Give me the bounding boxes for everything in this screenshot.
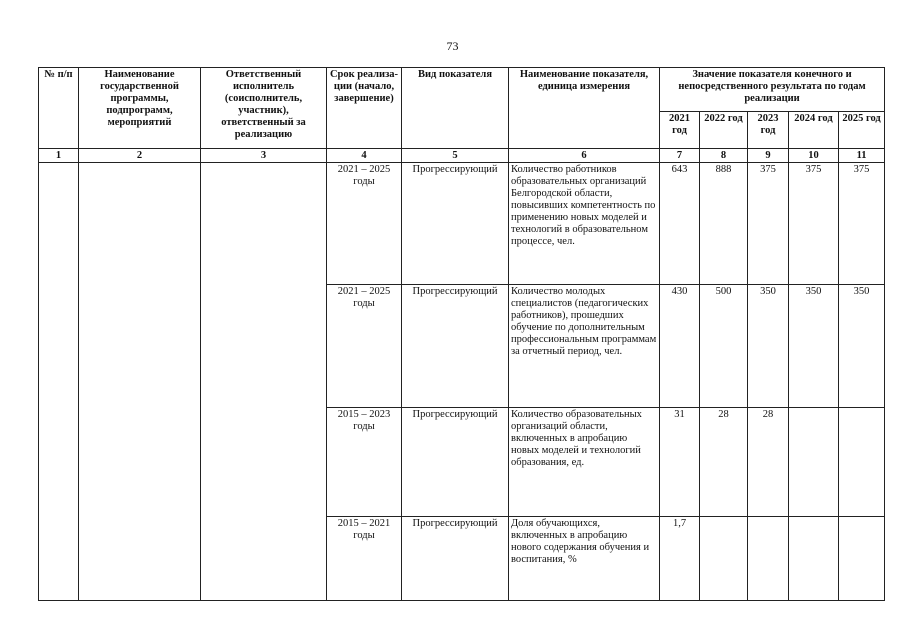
column-number: 5 xyxy=(402,149,509,163)
header-num: № п/п xyxy=(39,68,79,149)
value-cell-2023: 28 xyxy=(748,408,789,517)
column-number: 4 xyxy=(327,149,402,163)
indicator-cell: Количество молодых специалистов (педагогических работников), прошедших обучение по дополнительным профессиональным программам за отчетный период, чел. xyxy=(509,285,660,408)
kind-cell: Прогрессирующий xyxy=(402,163,509,285)
value-cell-2025: 350 xyxy=(839,285,885,408)
num-cell-empty xyxy=(39,163,79,601)
value-cell-2022: 500 xyxy=(700,285,748,408)
indicator-table xyxy=(38,67,885,601)
column-number: 10 xyxy=(789,149,839,163)
kind-cell: Прогрессирующий xyxy=(402,408,509,517)
table-row xyxy=(39,163,885,285)
value-cell-2023 xyxy=(748,517,789,601)
value-cell-2023: 350 xyxy=(748,285,789,408)
column-number: 2 xyxy=(79,149,201,163)
header-year-2024: 2024 год xyxy=(789,112,839,149)
column-number: 9 xyxy=(748,149,789,163)
term-cell: 2021 – 2025 годы xyxy=(327,285,402,408)
executor-cell-empty xyxy=(201,163,327,601)
value-cell-2021: 430 xyxy=(660,285,700,408)
value-cell-2024: 350 xyxy=(789,285,839,408)
indicator-cell: Количество образовательных организаций области, включенных в апробацию новых моделей и технологий образования, ед. xyxy=(509,408,660,517)
kind-cell: Прогрессирующий xyxy=(402,285,509,408)
column-number: 1 xyxy=(39,149,79,163)
term-cell: 2015 – 2023 годы xyxy=(327,408,402,517)
header-name: Наименование государственной программы, подпрограмм, мероприятий xyxy=(79,68,201,149)
value-cell-2022 xyxy=(700,517,748,601)
value-cell-2022: 28 xyxy=(700,408,748,517)
value-cell-2024: 375 xyxy=(789,163,839,285)
column-number: 3 xyxy=(201,149,327,163)
value-cell-2025 xyxy=(839,408,885,517)
header-year-2025: 2025 год xyxy=(839,112,885,149)
indicator-cell: Доля обучающихся, включенных в апробацию нового содержания обучения и воспитания, % xyxy=(509,517,660,601)
header-indicator: Наименование показателя, единица измерения xyxy=(509,68,660,149)
column-number-row xyxy=(39,149,885,163)
name-cell-empty xyxy=(79,163,201,601)
value-cell-2021: 1,7 xyxy=(660,517,700,601)
column-number: 8 xyxy=(700,149,748,163)
term-cell: 2015 – 2021 годы xyxy=(327,517,402,601)
value-cell-2025 xyxy=(839,517,885,601)
header-term: Срок реализа-ции (начало, завершение) xyxy=(327,68,402,149)
value-cell-2022: 888 xyxy=(700,163,748,285)
term-cell: 2021 – 2025 годы xyxy=(327,163,402,285)
value-cell-2024 xyxy=(789,408,839,517)
column-number: 7 xyxy=(660,149,700,163)
header-values-group: Значение показателя конечного и непосредственного результата по годам реализации xyxy=(660,68,885,112)
value-cell-2023: 375 xyxy=(748,163,789,285)
column-number: 11 xyxy=(839,149,885,163)
kind-cell: Прогрессирующий xyxy=(402,517,509,601)
indicator-cell: Количество работников образовательных организаций Белгородской области, повысивших компетентность по применению новых моделей и технологий в образовательном процессе, чел. xyxy=(509,163,660,285)
value-cell-2021: 643 xyxy=(660,163,700,285)
column-number: 6 xyxy=(509,149,660,163)
header-year-2021: 2021 год xyxy=(660,112,700,149)
page-number: 73 xyxy=(446,39,459,53)
value-cell-2021: 31 xyxy=(660,408,700,517)
header-executor: Ответственный исполнитель (соисполнитель, участник), ответственный за реализацию xyxy=(201,68,327,149)
header-year-2022: 2022 год xyxy=(700,112,748,149)
header-year-2023: 2023 год xyxy=(748,112,789,149)
header-kind: Вид показателя xyxy=(402,68,509,149)
value-cell-2025: 375 xyxy=(839,163,885,285)
header-row-top xyxy=(39,68,885,112)
value-cell-2024 xyxy=(789,517,839,601)
